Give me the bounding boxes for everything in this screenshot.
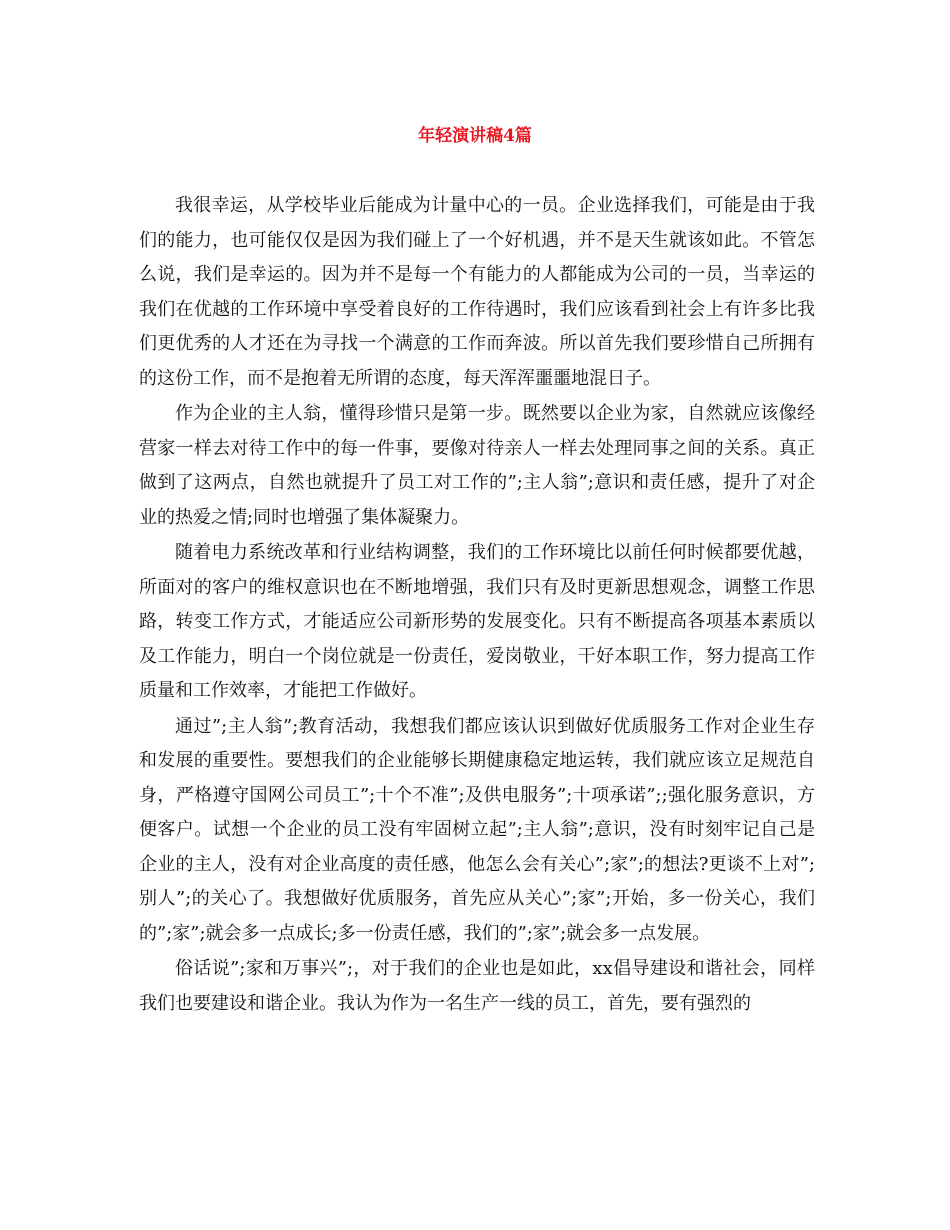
paragraph: 作为企业的主人翁，懂得珍惜只是第一步。既然要以企业为家，自然就应该像经营家一样去对待工作中的每一件事，要像对待亲人一样去处理同事之间的关系。真正做到了这两点，自然也就提升了员工对工作的”;主人翁”;意识和责任感，提升了对企业的热爱之情;同时也增强了集体凝聚力。	[139, 403, 815, 528]
paragraph: 俗话说”;家和万事兴”;，对于我们的企业也是如此，xx倡导建设和谐社会，同样我们也要建设和谐企业。我认为作为一名生产一线的员工，首先，要有强烈的	[139, 958, 815, 1014]
paragraph: 通过”;主人翁”;教育活动，我想我们都应该认识到做好优质服务工作对企业生存和发展的重要性。要想我们的企业能够长期健康稳定地运转，我们就应该立足规范自身，严格遵守国网公司员工”;十个不准”;及供电服务”;十项承诺”;;强化服务意识，方便客户。试想一个企业的员工没有牢固树立起”;主人翁”;意识，没有时刻牢记自己是企业的主人，没有对企业高度的责任感，他怎么会有关心”;家”;的想法?更谈不上对”;别人”;的关心了。我想做好优质服务，首先应从关心”;家”;开始，多一份关心，我们的”;家”;就会多一点成长;多一份责任感，我们的”;家”;就会多一点发展。	[139, 715, 815, 944]
paragraph: 随着电力系统改革和行业结构调整，我们的工作环境比以前任何时候都要优越，所面对的客户的维权意识也在不断地增强，我们只有及时更新思想观念，调整工作思路，转变工作方式，才能适应公司新形势的发展变化。只有不断提高各项基本素质以及工作能力，明白一个岗位就是一份责任，爱岗敬业，干好本职工作，努力提高工作质量和工作效率，才能把工作做好。	[139, 542, 815, 701]
document-body	[139, 189, 815, 1022]
paragraph: 我很幸运，从学校毕业后能成为计量中心的一员。企业选择我们，可能是由于我们的能力，也可能仅仅是因为我们碰上了一个好机遇，并不是天生就该如此。不管怎么说，我们是幸运的。因为并不是每一个有能力的人都能成为公司的一员，当幸运的我们在优越的工作环境中享受着良好的工作待遇时，我们应该看到社会上有许多比我们更优秀的人才还在为寻找一个满意的工作而奔波。所以首先我们要珍惜自己所拥有的这份工作，而不是抱着无所谓的态度，每天浑浑噩噩地混日子。	[139, 195, 815, 389]
document-title: 年轻演讲稿4篇	[418, 126, 532, 146]
